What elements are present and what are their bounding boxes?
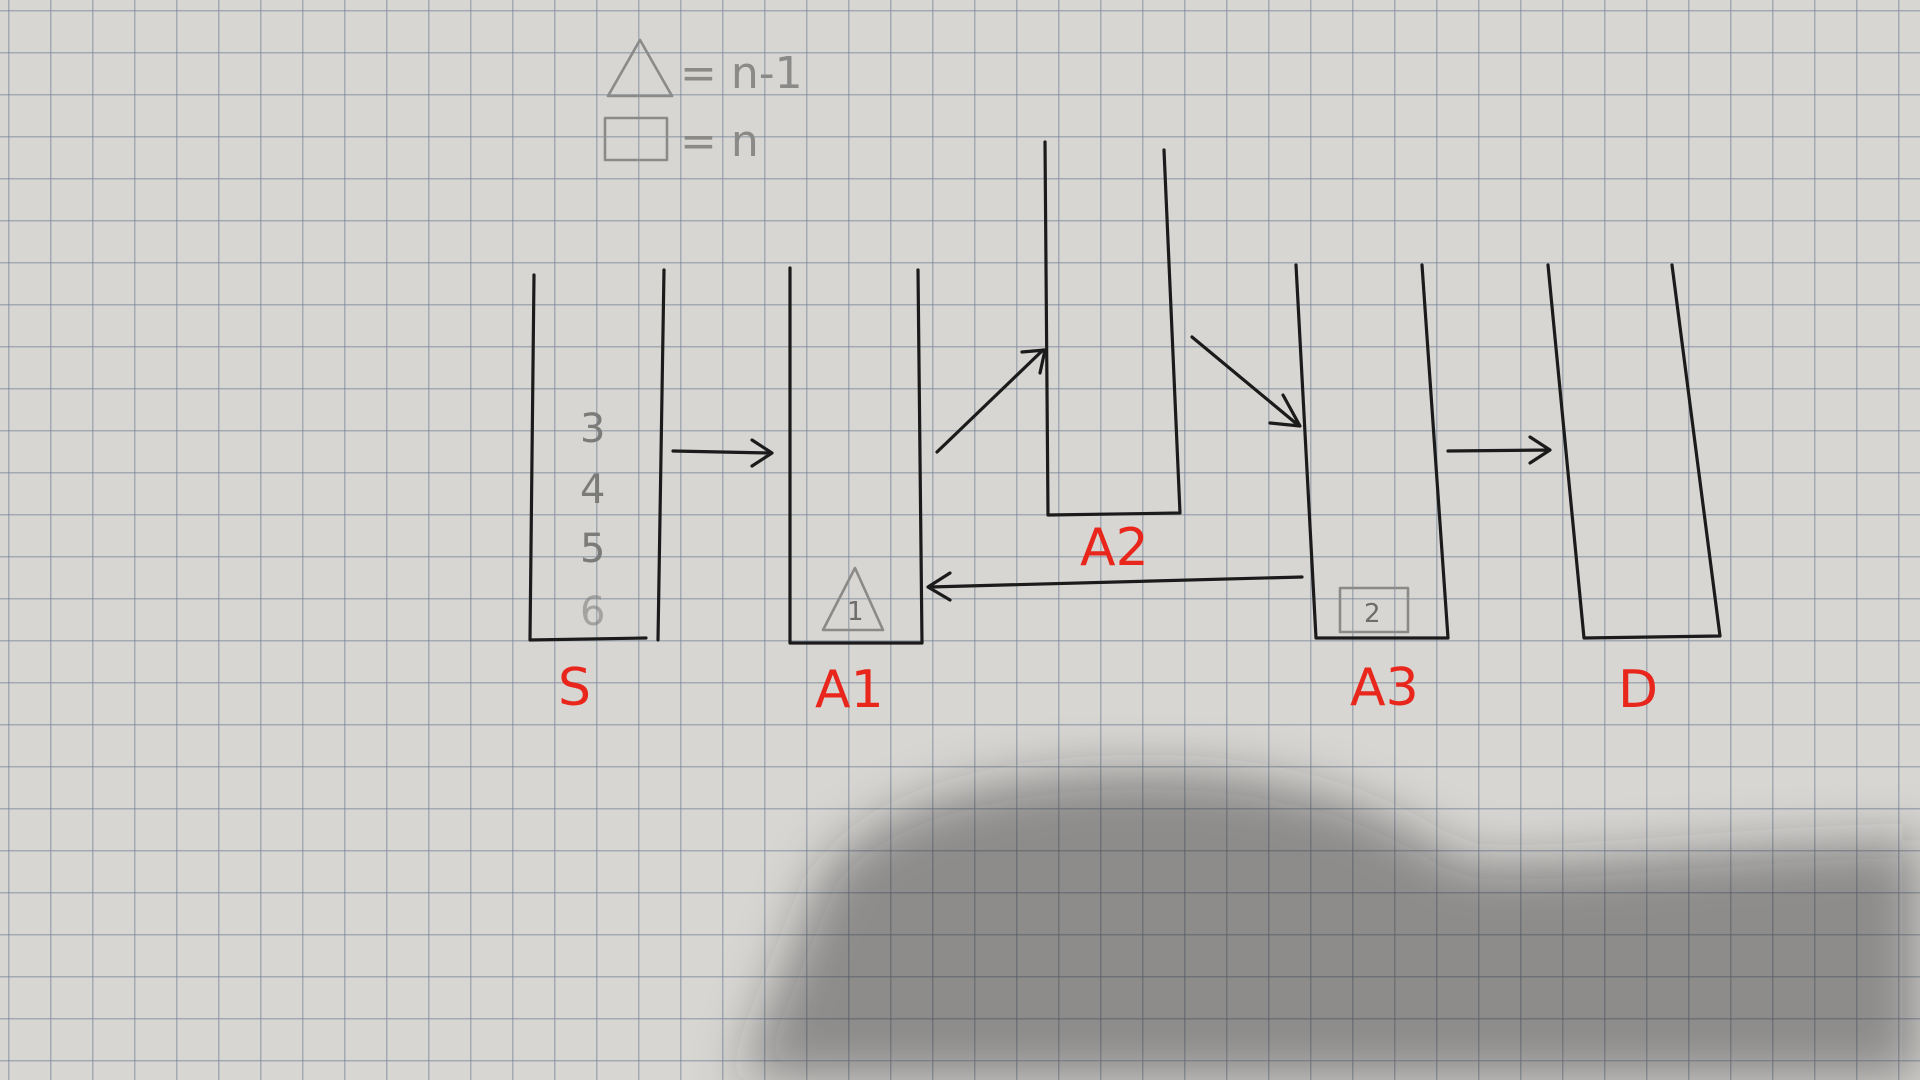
square-icon	[605, 118, 667, 160]
legend-triangle-text: = n-1	[680, 48, 803, 99]
peg-a3-outline	[1296, 265, 1448, 638]
peg-s-outline	[530, 270, 664, 640]
disk-4: 4	[580, 467, 606, 513]
disk-3: 3	[580, 406, 606, 452]
peg-a3-label: A3	[1350, 658, 1419, 718]
legend	[605, 40, 803, 167]
peg-d-outline	[1548, 265, 1720, 638]
arrow-a2-to-a3	[1192, 337, 1300, 426]
peg-a1-outline	[790, 268, 922, 643]
peg-a2	[1045, 142, 1180, 578]
legend-square-text: = n	[680, 116, 759, 167]
peg-a1	[790, 268, 922, 720]
peg-a1-label: A1	[815, 660, 884, 720]
arrow-a3-to-d	[1448, 437, 1550, 463]
peg-a2-outline	[1045, 142, 1180, 515]
peg-a1-contents: 1	[847, 597, 864, 627]
triangle-icon	[608, 40, 672, 96]
arrow-s-to-a1	[673, 440, 772, 466]
peg-d	[1548, 265, 1720, 720]
peg-a3	[1296, 265, 1448, 718]
peg-s-label: S	[558, 658, 592, 718]
arrow-a1-to-a2	[937, 350, 1045, 452]
disk-5: 5	[580, 526, 606, 572]
peg-d-label: D	[1618, 660, 1659, 720]
peg-s	[530, 270, 664, 718]
disk-6: 6	[580, 589, 606, 635]
peg-a3-contents: 2	[1364, 599, 1381, 629]
peg-a2-label: A2	[1080, 518, 1149, 578]
